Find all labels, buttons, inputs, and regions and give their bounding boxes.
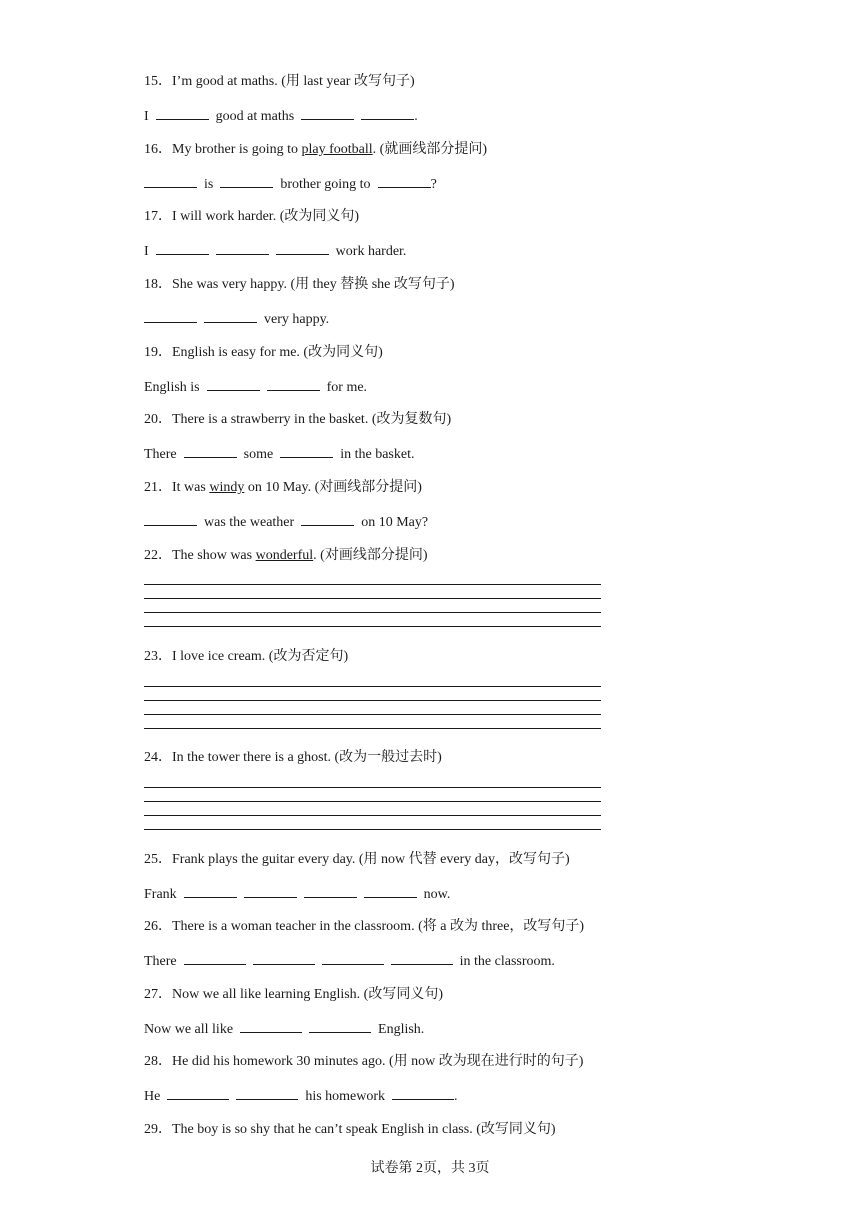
- question-17: 17．I will work harder. (改为同义句): [144, 209, 360, 224]
- answer-19: English is for me.: [144, 380, 368, 395]
- blank[interactable]: [276, 242, 329, 255]
- answer-line[interactable]: [144, 829, 601, 830]
- question-28: 28．He did his homework 30 minutes ago. (用 now 改为现在进行时的句子): [144, 1054, 584, 1069]
- question-29: 29．The boy is so shy that he can’t speak English in class. (改写同义句): [144, 1122, 556, 1137]
- blank[interactable]: [301, 513, 354, 526]
- blank[interactable]: [301, 107, 354, 120]
- answer-line[interactable]: [144, 787, 601, 788]
- answer-line[interactable]: [144, 584, 601, 585]
- underlined-phrase: play football: [301, 142, 373, 157]
- question-16: 16．My brother is going to play football. (就画线部分提问): [144, 142, 487, 157]
- answer-25: Frank now.: [144, 887, 451, 902]
- blank[interactable]: [236, 1087, 298, 1100]
- blank[interactable]: [361, 107, 414, 120]
- blank[interactable]: [378, 175, 431, 188]
- answer-line[interactable]: [144, 612, 601, 613]
- answer-line[interactable]: [144, 728, 601, 729]
- question-22: 22．The show was wonderful. (对画线部分提问): [144, 548, 428, 563]
- blank[interactable]: [267, 378, 320, 391]
- blank[interactable]: [167, 1087, 229, 1100]
- blank[interactable]: [184, 885, 237, 898]
- question-23: 23．I love ice cream. (改为否定句): [144, 649, 349, 664]
- blank[interactable]: [184, 445, 237, 458]
- question-25: 25．Frank plays the guitar every day. (用 now 代替 every day，改写句子): [144, 852, 570, 867]
- blank[interactable]: [184, 952, 246, 965]
- answer-28: He his homework .: [144, 1089, 458, 1104]
- blank[interactable]: [156, 242, 209, 255]
- blank[interactable]: [156, 107, 209, 120]
- page-footer: 试卷第 2页，共 3页: [370, 1161, 490, 1176]
- blank[interactable]: [392, 1087, 454, 1100]
- question-18: 18．She was very happy. (用 they 替换 she 改写句子): [144, 277, 455, 292]
- blank[interactable]: [144, 513, 197, 526]
- answer-line[interactable]: [144, 686, 601, 687]
- answer-line[interactable]: [144, 714, 601, 715]
- blank[interactable]: [220, 175, 273, 188]
- answer-17: I work harder.: [144, 244, 407, 259]
- blank[interactable]: [244, 885, 297, 898]
- blank[interactable]: [207, 378, 260, 391]
- blank[interactable]: [322, 952, 384, 965]
- blank[interactable]: [144, 175, 197, 188]
- question-27: 27．Now we all like learning English. (改写同义句): [144, 987, 444, 1002]
- question-21: 21．It was windy on 10 May. (对画线部分提问): [144, 480, 422, 495]
- blank[interactable]: [204, 310, 257, 323]
- underlined-phrase: windy: [209, 480, 245, 495]
- question-20: 20．There is a strawberry in the basket. (改为复数句): [144, 412, 452, 427]
- answer-16: is brother going to ?: [144, 175, 437, 194]
- blank[interactable]: [216, 242, 269, 255]
- answer-line[interactable]: [144, 598, 601, 599]
- question-26: 26．There is a woman teacher in the classroom. (将 a 改为 three，改写句子): [144, 919, 585, 934]
- answer-20: There some in the basket.: [144, 447, 415, 462]
- question-24: 24．In the tower there is a ghost. (改为一般过去时): [144, 750, 442, 765]
- answer-18: very happy.: [144, 310, 329, 329]
- answer-15: I good at maths .: [144, 109, 418, 124]
- question-15: 15．I’m good at maths. (用 last year 改写句子): [144, 74, 415, 89]
- answer-line[interactable]: [144, 626, 601, 627]
- underlined-phrase: wonderful: [255, 548, 314, 563]
- blank[interactable]: [144, 310, 197, 323]
- answer-line[interactable]: [144, 815, 601, 816]
- blank[interactable]: [391, 952, 453, 965]
- answer-line[interactable]: [144, 801, 601, 802]
- blank[interactable]: [309, 1020, 371, 1033]
- blank[interactable]: [253, 952, 315, 965]
- blank[interactable]: [240, 1020, 302, 1033]
- answer-21: was the weather on 10 May?: [144, 513, 428, 532]
- blank[interactable]: [364, 885, 417, 898]
- answer-27: Now we all like English.: [144, 1022, 425, 1037]
- answer-line[interactable]: [144, 700, 601, 701]
- blank[interactable]: [280, 445, 333, 458]
- answer-26: There in the classroom.: [144, 954, 555, 969]
- blank[interactable]: [304, 885, 357, 898]
- question-19: 19．English is easy for me. (改为同义句): [144, 345, 383, 360]
